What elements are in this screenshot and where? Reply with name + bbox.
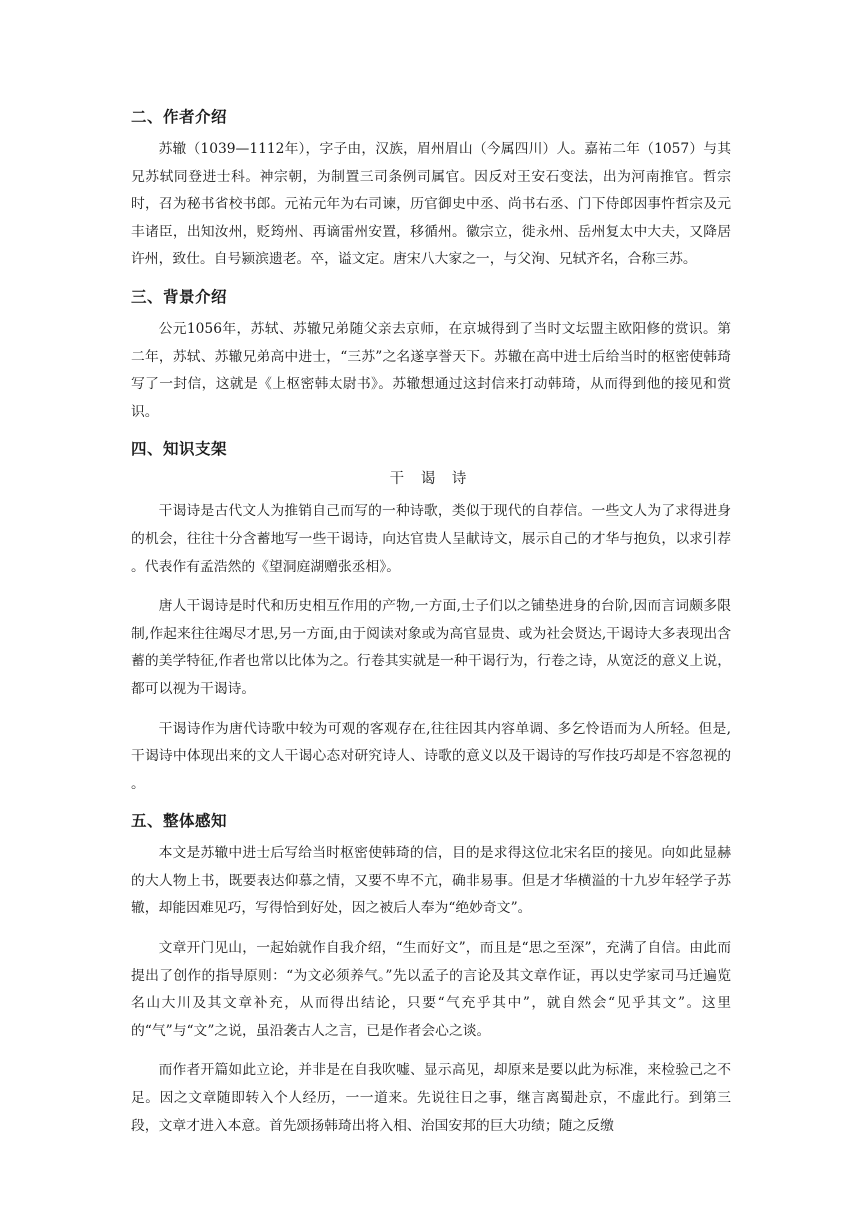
section-heading: 四、知识支架 bbox=[131, 440, 228, 459]
paragraph: 唐人干谒诗是时代和历史相互作用的产物,一方面,士子们以之铺垫进身的台阶,因而言词颇多限制,作起来往往竭尽才思,另一方面,由于阅读对象或为高官显贵、或为社会贤达,干谒诗大多表现出含蓄的美学特征,作者也常以比体为之。行卷其实就是一种干谒行为，行卷之诗，从宽泛的意义上说，都可以视为干谒诗。 bbox=[131, 598, 731, 697]
paragraph: 文章开门见山，一起始就作自我介绍，“生而好文”，而且是“思之至深”，充满了自信。由此而提出了创作的指导原则：“为文必须养气。”先以孟子的言论及其文章作证，再以史学家司马迁遍览名山大川及其文章补充，从而得出结论，只要“气充乎其中”，就自然会“见乎其文”。这里的“气”与“文”之说，虽沿袭古人之言，已是作者会心之谈。 bbox=[131, 940, 731, 1039]
section-heading: 三、背景介绍 bbox=[131, 287, 228, 306]
paragraph: 苏辙（1039—1112年），字子由，汉族，眉州眉山（今属四川）人。嘉祐二年（1057）与其兄苏轼同登进士科。神宗朝，为制置三司条例司属官。因反对王安石变法，出为河南推官。哲宗时，召为秘书省校书郎。元祐元年为右司谏，历官御史中丞、尚书右丞、门下侍郎因事忤哲宗及元丰诸臣，出知汝州，贬筠州、再谪雷州安置，移循州。徽宗立，徙永州、岳州复太中大夫，又降居许州，致仕。自号颍滨遗老。卒，谥文定。唐宋八大家之一，与父洵、兄轼齐名，合称三苏。 bbox=[131, 141, 731, 268]
section-background bbox=[131, 286, 731, 426]
section-heading: 二、作者介绍 bbox=[131, 108, 228, 126]
paragraph: 干谒诗是古代文人为推销自己而写的一种诗歌，类似于现代的自荐信。一些文人为了求得进身的机会，往往十分含蓄地写一些干谒诗，向达官贵人呈献诗文，展示自己的才华与抱负，以求引荐 。代表作有孟浩然的《望洞庭湖赠张丞相》。 bbox=[131, 503, 731, 575]
section-heading: 五、整体感知 bbox=[131, 812, 228, 831]
paragraph: 而作者开篇如此立论，并非是在自我吹嘘、显示高见，却原来是要以此为标准，来检验己之不足。因之文章随即转入个人经历，一一道来。先说往日之事，继言离蜀赴京，不虚此行。到第三段，文章才进入本意。首先颂扬韩琦出将入相、治国安邦的巨大功绩；随之反缴 bbox=[131, 1062, 731, 1134]
paragraph: 干谒诗作为唐代诗歌中较为可观的客观存在,往往因其内容单调、多乞怜语而为人所轻。但是,干谒诗中体现出来的文人干谒心态对研究诗人、诗歌的意义以及干谒诗的写作技巧却是不容忽视的 。 bbox=[131, 720, 731, 792]
section-overview bbox=[131, 810, 731, 1140]
section-author bbox=[131, 106, 731, 274]
paragraph: 本文是苏辙中进士后写给当时枢密使韩琦的信，目的是求得这位北宋名臣的接见。向如此显赫的大人物上书，既要表达仰慕之情，又要不卑不亢，确非易事。但是才华横溢的十九岁年轻学子苏辙，却能因难见巧，写得恰到好处，因之被后人奉为“绝妙奇文”。 bbox=[131, 845, 731, 917]
section-subtitle: 干 谒 诗 bbox=[389, 471, 473, 488]
paragraph: 公元1056年，苏轼、苏辙兄弟随父亲去京师，在京城得到了当时文坛盟主欧阳修的赏识。第二年，苏轼、苏辙兄弟高中进士，“三苏”之名遂享誉天下。苏辙在高中进士后给当时的枢密使韩琦写了一封信，这就是《上枢密韩太尉书》。苏辙想通过这封信来打动韩琦，从而得到他的接见和赏识。 bbox=[131, 320, 731, 420]
section-knowledge bbox=[131, 438, 731, 798]
document-page bbox=[131, 100, 731, 1152]
